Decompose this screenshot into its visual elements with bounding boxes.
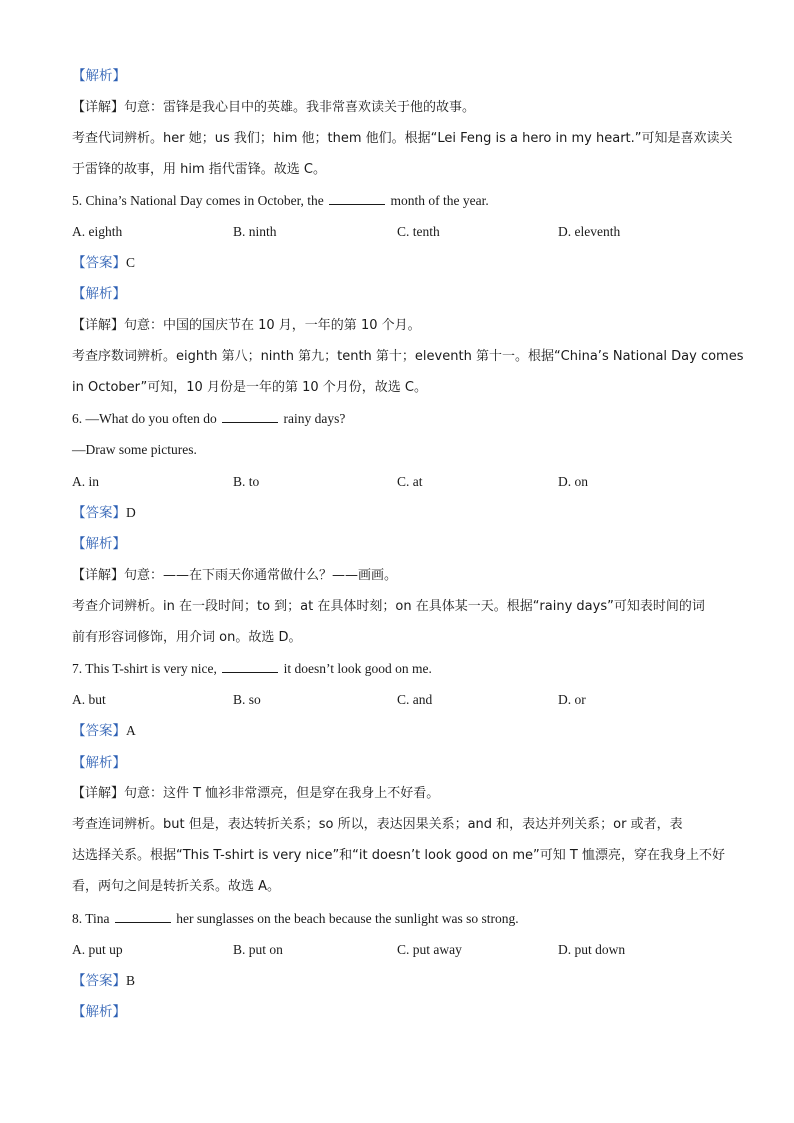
- stem-part: her sunglasses on the beach because the sunlight was so strong.: [176, 911, 519, 926]
- answer-blank: [329, 193, 385, 205]
- explanation-text: 考查介词辨析。in 在一段时间；to 到；at 在具体时刻；on 在具体某一天。根据“rainy days”可知表时间的词: [72, 599, 705, 614]
- answer-line: [72, 254, 722, 272]
- option-d: D. on: [558, 474, 588, 489]
- answer-value: A: [126, 723, 136, 738]
- stem-part: rainy days?: [283, 411, 346, 426]
- explanation-text: 考查序数词辨析。eighth 第八；ninth 第九；tenth 第十；eleventh 第十一。根据“China’s National Day comes: [72, 349, 744, 364]
- stem-part: 6. —What do you often do: [72, 411, 217, 426]
- answer-label: 【答案】: [72, 973, 126, 989]
- stem-part: 5. China’s National Day comes in October, the: [72, 193, 324, 208]
- option-c: C. and: [397, 692, 433, 707]
- analysis-label: 【解析】: [72, 536, 126, 552]
- option-c: C. at: [397, 474, 423, 489]
- answer-label: 【答案】: [72, 723, 126, 739]
- detail-text: 【详解】句意：这件 T 恤衫非常漂亮，但是穿在我身上不好看。: [72, 786, 440, 801]
- stem-part: 8. Tina: [72, 911, 110, 926]
- detail-text: 【详解】句意：中国的国庆节在 10 月，一年的第 10 个月。: [72, 318, 421, 333]
- option-b: B. put on: [233, 942, 283, 957]
- explanation-text: 达选择关系。根据“This T-shirt is very nice”和“it doesn’t look good on me”可知 T 恤漂亮，穿在我身上不好: [72, 848, 725, 863]
- explanation-text: 看，两句之间是转折关系。故选 A。: [72, 879, 281, 894]
- question-6-stem: [72, 410, 722, 428]
- answer-line: [72, 722, 722, 740]
- analysis-label: 【解析】: [72, 68, 126, 84]
- answer-label: 【答案】: [72, 255, 126, 271]
- answer-blank: [222, 661, 278, 673]
- answer-line: [72, 972, 722, 990]
- question-7-stem: [72, 660, 722, 678]
- answer-value: C: [126, 255, 136, 270]
- option-c: C. put away: [397, 942, 462, 957]
- explanation-text: 考查代词辨析。her 她；us 我们；him 他；them 他们。根据“Lei Feng is a hero in my heart.”可知是喜欢读关: [72, 131, 733, 146]
- question-5-stem: [72, 192, 722, 210]
- answer-value: D: [126, 505, 136, 520]
- explanation-text: 于雷锋的故事，用 him 指代雷锋。故选 C。: [72, 162, 326, 177]
- option-d: D. eleventh: [558, 224, 621, 239]
- analysis-label: 【解析】: [72, 755, 126, 771]
- answer-line: [72, 504, 722, 522]
- analysis-label: 【解析】: [72, 1004, 126, 1020]
- analysis-label: 【解析】: [72, 286, 126, 302]
- explanation-text: 前有形容词修饰，用介词 on。故选 D。: [72, 630, 302, 645]
- explanation-text: 考查连词辨析。but 但是，表达转折关系；so 所以，表达因果关系；and 和，表达并列关系；or 或者，表: [72, 817, 683, 832]
- answer-blank: [222, 411, 278, 423]
- option-a: A. in: [72, 474, 99, 489]
- option-a: A. put up: [72, 942, 123, 957]
- option-b: B. ninth: [233, 224, 277, 239]
- answer-value: B: [126, 973, 136, 988]
- detail-text: 【详解】句意：——在下雨天你通常做什么？——画画。: [72, 568, 398, 583]
- option-d: D. put down: [558, 942, 626, 957]
- answer-label: 【答案】: [72, 505, 126, 521]
- option-b: B. so: [233, 692, 261, 707]
- option-b: B. to: [233, 474, 260, 489]
- question-6-reply: —Draw some pictures.: [72, 442, 197, 457]
- stem-part: month of the year.: [390, 193, 489, 208]
- stem-part: 7. This T-shirt is very nice,: [72, 661, 217, 676]
- explanation-text: in October”可知，10 月份是一年的第 10 个月份，故选 C。: [72, 380, 427, 395]
- question-8-stem: [72, 910, 722, 928]
- detail-text: 【详解】句意：雷锋是我心目中的英雄。我非常喜欢读关于他的故事。: [72, 100, 476, 115]
- option-a: A. but: [72, 692, 106, 707]
- stem-part: it doesn’t look good on me.: [283, 661, 432, 676]
- option-a: A. eighth: [72, 224, 123, 239]
- option-d: D. or: [558, 692, 586, 707]
- option-c: C. tenth: [397, 224, 440, 239]
- answer-blank: [115, 911, 171, 923]
